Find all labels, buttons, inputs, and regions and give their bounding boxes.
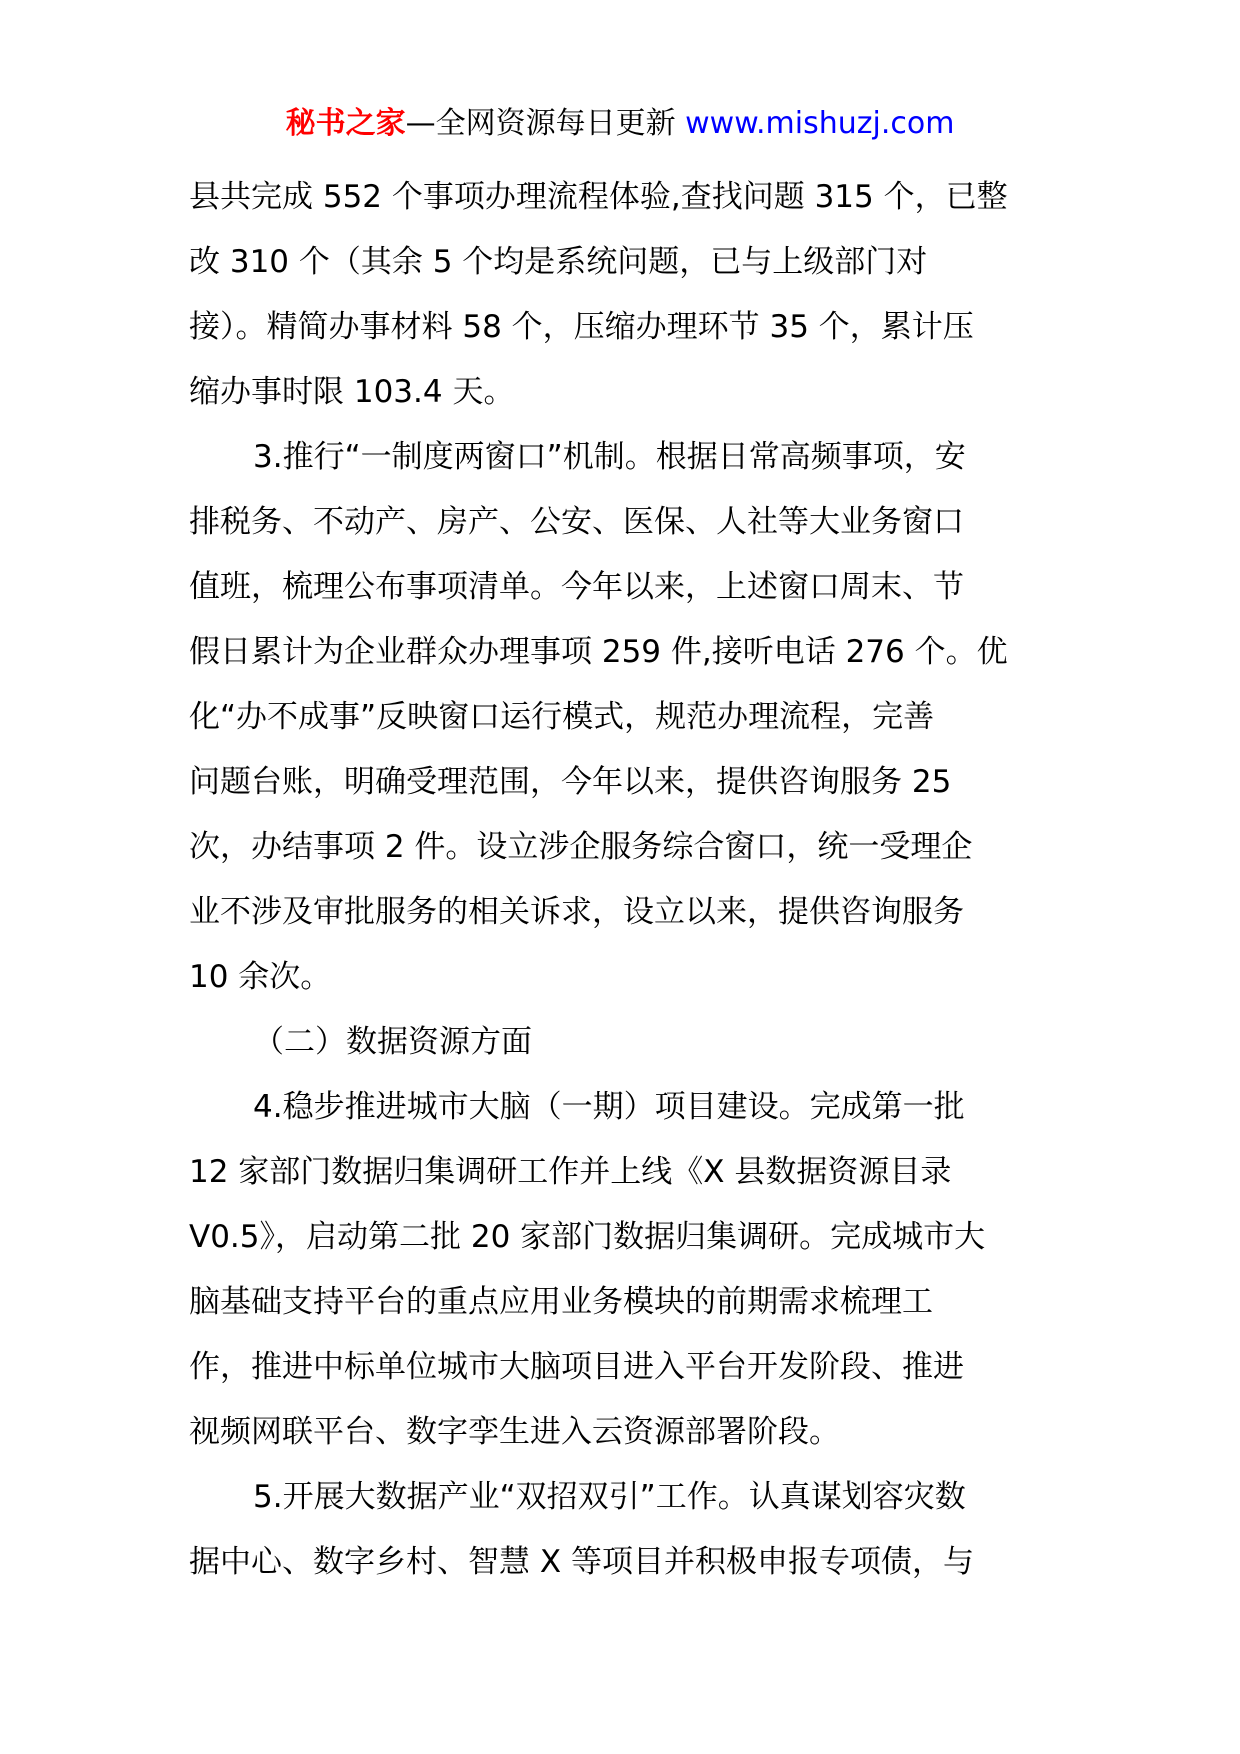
text-line: 10 余次。 <box>189 959 332 995</box>
text-line: 次，办结事项 2 件。设立涉企服务综合窗口，统一受理企 <box>189 829 973 865</box>
text-line: 化“办不成事”反映窗口运行模式，规范办理流程，完善 <box>189 699 935 735</box>
paragraph-start-line: 4.稳步推进城市大脑（一期）项目建设。完成第一批 <box>253 1089 965 1125</box>
text-line: 视频网联平台、数字孪生进入云资源部署阶段。 <box>189 1414 840 1450</box>
text-line: 值班，梳理公布事项清单。今年以来，上述窗口周末、节 <box>189 569 964 605</box>
text-line: 接）。精简办事材料 58 个，压缩办理环节 35 个，累计压 <box>189 309 974 345</box>
text-line: 问题台账，明确受理范围，今年以来，提供咨询服务 25 <box>189 764 952 800</box>
section-heading: （二）数据资源方面 <box>253 1024 532 1060</box>
document-body <box>189 165 1057 1595</box>
header-brand: 秘书之家 <box>285 106 406 141</box>
text-line: 改 310 个（其余 5 个均是系统问题，已与上级部门对 <box>189 244 928 280</box>
paragraph-start-line: 3.推行“一制度两窗口”机制。根据日常高频事项，安 <box>253 439 966 475</box>
text-line: 12 家部门数据归集调研工作并上线《X 县数据资源目录 <box>189 1154 952 1190</box>
text-line: 据中心、数字乡村、智慧 X 等项目并积极申报专项债，与 <box>189 1544 974 1580</box>
text-line: 作，推进中标单位城市大脑项目进入平台开发阶段、推进 <box>189 1349 964 1385</box>
paragraph-start-line: 5.开展大数据产业“双招双引”工作。认真谋划容灾数 <box>253 1479 966 1515</box>
page-header <box>0 102 1240 146</box>
text-line: 缩办事时限 103.4 天。 <box>189 374 515 410</box>
text-line: 假日累计为企业群众办理事项 259 件,接听电话 276 个。优 <box>189 634 1008 670</box>
header-site-link[interactable]: www.mishuzj.com <box>685 106 955 141</box>
text-line: 脑基础支持平台的重点应用业务模块的前期需求梳理工 <box>189 1284 933 1320</box>
text-line: 排税务、不动产、房产、公安、医保、人社等大业务窗口 <box>189 504 964 540</box>
text-line: 业不涉及审批服务的相关诉求，设立以来，提供咨询服务 <box>189 894 964 930</box>
header-tagline: —全网资源每日更新 <box>405 106 686 141</box>
text-line: 县共完成 552 个事项办理流程体验,查找问题 315 个，已整 <box>189 179 1008 215</box>
text-line: V0.5》，启动第二批 20 家部门数据归集调研。完成城市大 <box>189 1219 986 1255</box>
